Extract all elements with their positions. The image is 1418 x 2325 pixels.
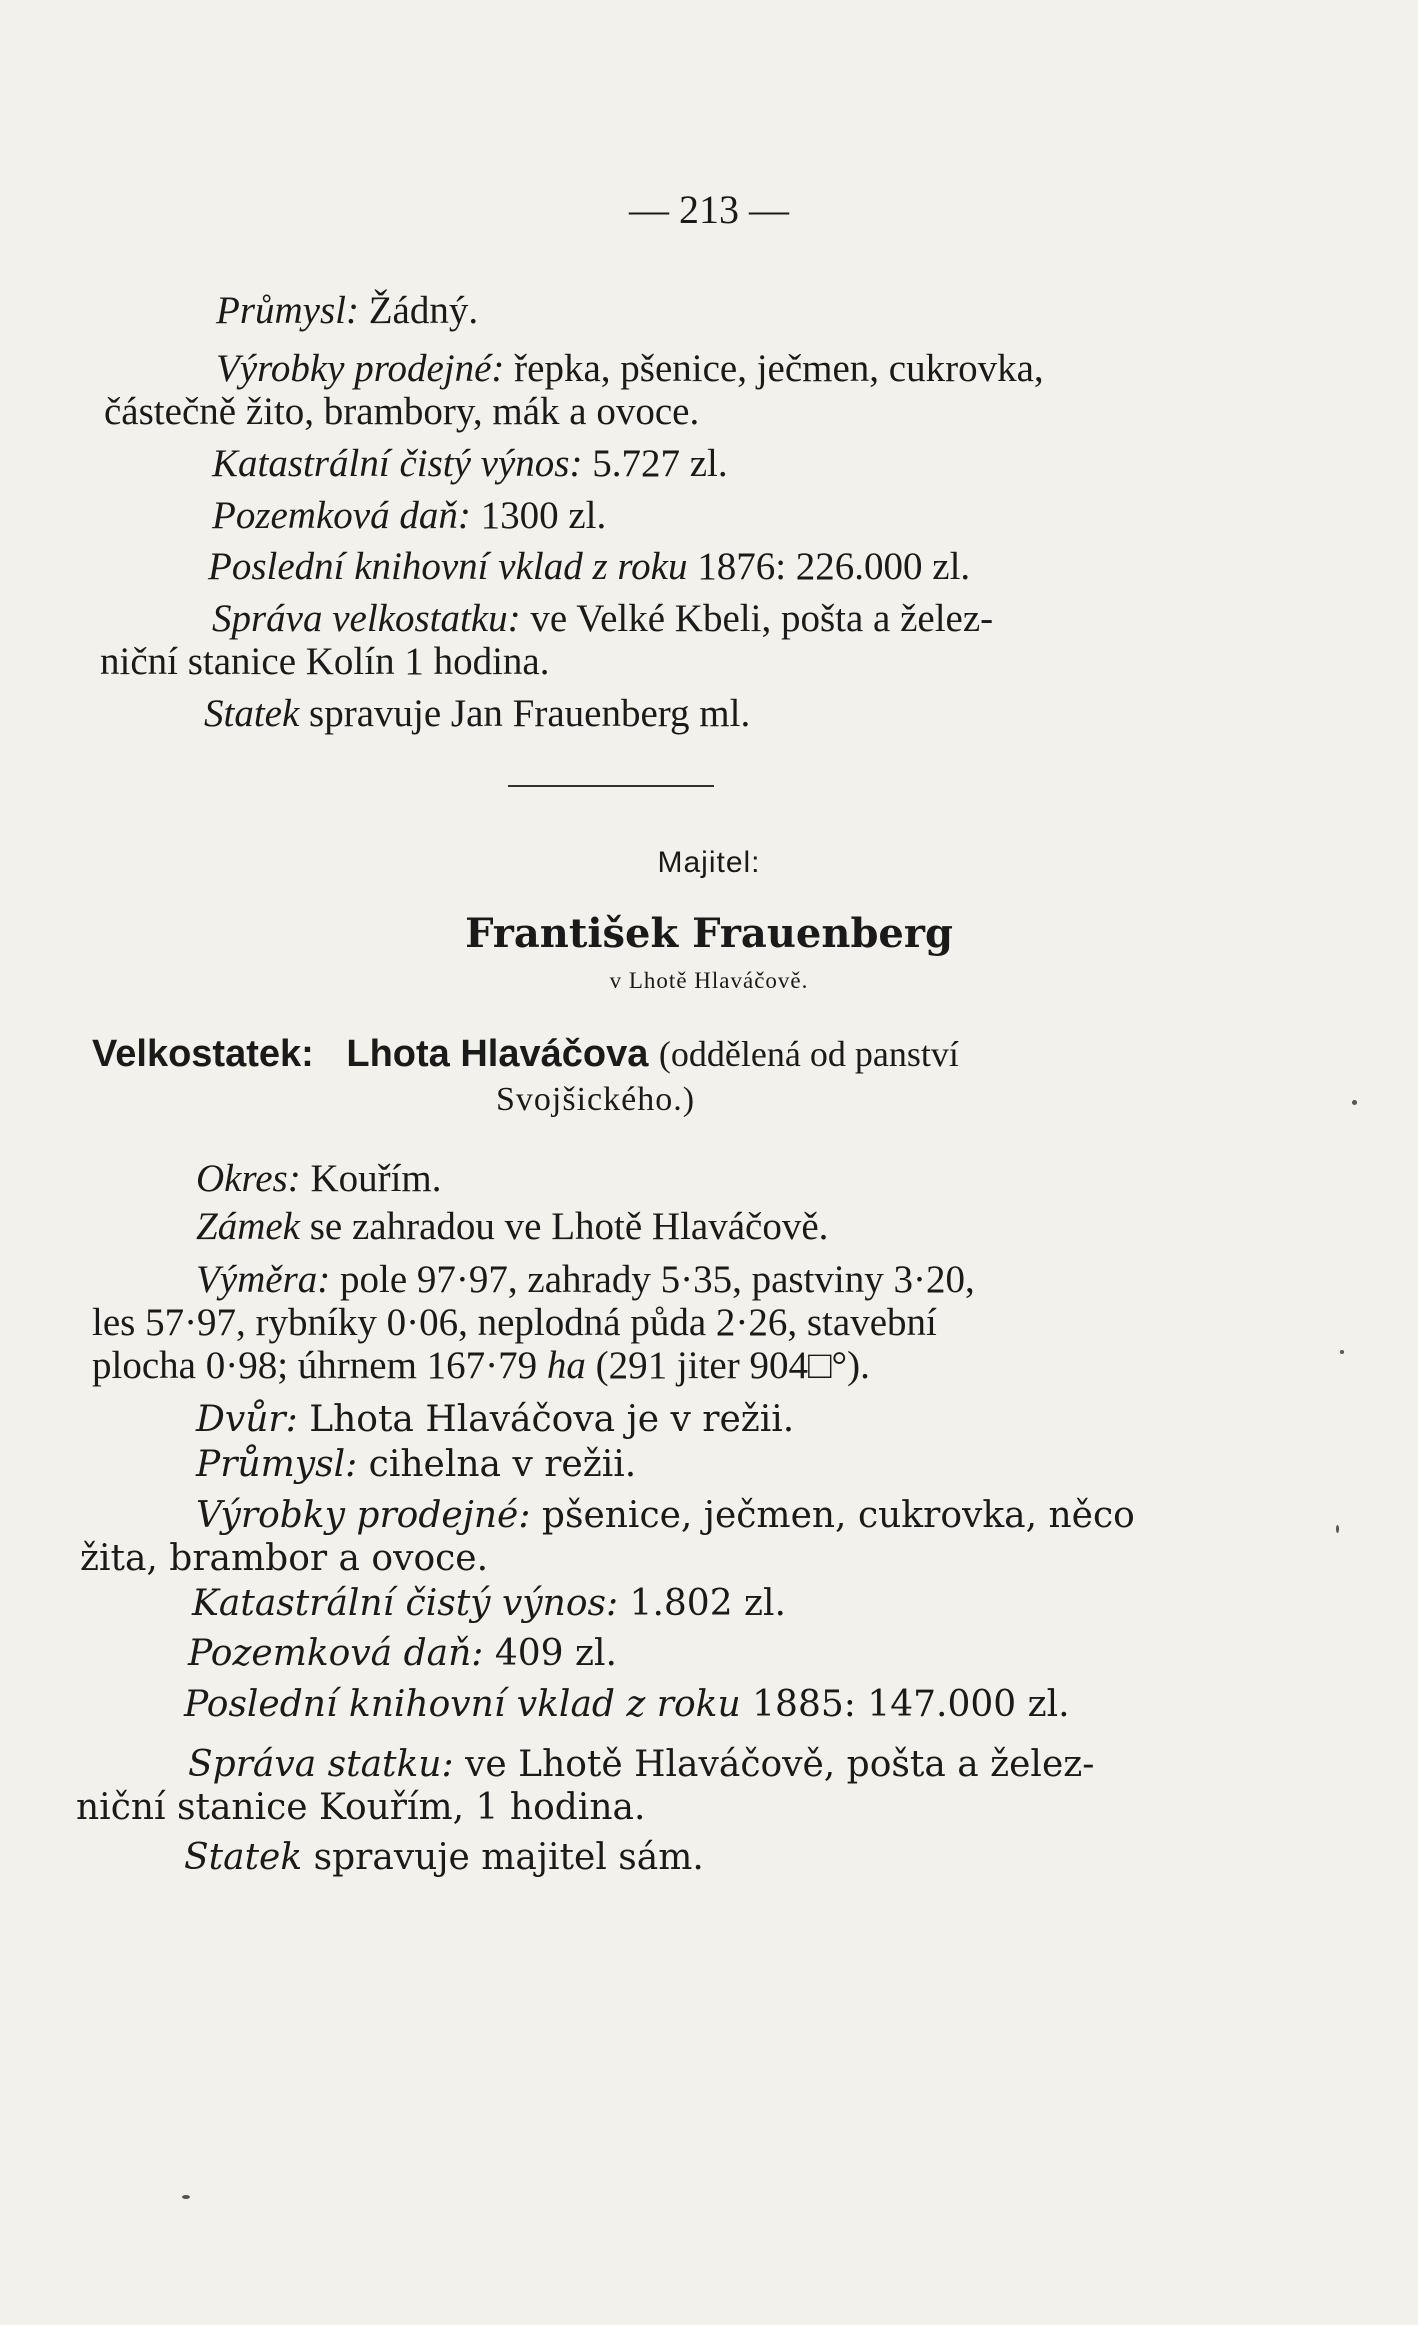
vklad-line [208, 543, 970, 591]
vymera-unit: ha [546, 1344, 586, 1387]
vyrobky2-label: Výrobky prodejné: [196, 1495, 531, 1536]
vklad-value: 1876: 226.000 zl. [697, 545, 971, 588]
statek2-line [184, 1834, 704, 1882]
vymera-line-1 [196, 1256, 975, 1304]
scan-speck [1352, 1100, 1357, 1105]
katastr-value: 5.727 zl. [592, 442, 728, 485]
dvur-label: Dvůr: [196, 1399, 298, 1440]
vymera-line-2: les 57·97, rybníky 0·06, neplodná půda 2·26, stavební [92, 1301, 937, 1344]
katastr2-line [192, 1580, 786, 1628]
statek2-label: Statek [184, 1837, 303, 1878]
dvur-line [196, 1396, 794, 1444]
scan-speck [1336, 1525, 1339, 1533]
vklad2-label: Poslední knihovní vklad z roku [184, 1684, 741, 1725]
dan2-line [188, 1630, 617, 1678]
dan-label: Pozemková daň: [212, 494, 471, 537]
dan-value: 1300 zl. [480, 494, 607, 537]
dan2-label: Pozemková daň: [188, 1633, 484, 1674]
vklad2-line [184, 1681, 1070, 1729]
sprava2-line-1 [188, 1741, 1094, 1789]
katastr-label: Katastrální čistý výnos: [212, 442, 583, 485]
sprava2-line-2: niční stanice Kouřím, 1 hodina. [76, 1787, 646, 1828]
vyrobky2-line-2: žita, brambor a ovoce. [80, 1538, 489, 1579]
estate-heading-note-2: Svojšického.) [496, 1081, 696, 1118]
vymera-value-1: pole 97·97, zahrady 5·35, pastviny 3·20, [340, 1258, 975, 1301]
sprava-line-1 [212, 595, 993, 643]
dan2-value: 409 zl. [494, 1633, 617, 1674]
dan-line [212, 492, 606, 540]
statek2-value: spravuje majitel sám. [313, 1837, 704, 1878]
vymera-line-3 [92, 1342, 870, 1390]
vyrobky2-line-1 [196, 1492, 1135, 1540]
prumysl2-line [196, 1441, 636, 1489]
statek-line [204, 690, 750, 738]
okres-value: Kouřím. [310, 1157, 442, 1200]
owner-place: v Lhotě Hlaváčově. [609, 968, 809, 993]
vklad-label: Poslední knihovní vklad z roku [208, 545, 688, 588]
scan-speck [182, 2195, 190, 2199]
vklad2-value: 1885: 147.000 zl. [752, 1684, 1070, 1725]
vymera-value-3a: plocha 0·98; úhrnem 167·79 [92, 1344, 538, 1387]
sprava-value-1: ve Velké Kbeli, pošta a želez- [530, 597, 994, 640]
statek-value: spravuje Jan Frauenberg ml. [309, 692, 751, 735]
zamek-value: se zahradou ve Lhotě Hlaváčově. [309, 1205, 829, 1248]
page-number: — 213 — [629, 187, 789, 232]
prumysl-line [216, 287, 478, 335]
sprava2-value-1: ve Lhotě Hlaváčově, pošta a želez- [465, 1744, 1095, 1785]
okres-label: Okres: [196, 1157, 301, 1200]
zamek-line [196, 1203, 828, 1251]
prumysl-value: Žádný. [368, 289, 479, 332]
vymera-label: Výměra: [196, 1258, 331, 1301]
okres-line [196, 1155, 442, 1203]
sprava-label: Správa velkostatku: [212, 597, 521, 640]
vyrobky-line-2: částečně žito, brambory, mák a ovoce. [104, 390, 700, 433]
dvur-value: Lhota Hlaváčova je v režii. [309, 1399, 795, 1440]
estate-heading-name: Lhota Hlaváčova [346, 1033, 649, 1075]
vyrobky2-value-1: pšenice, ječmen, cukrovka, něco [541, 1495, 1135, 1536]
prumysl2-value: cihelna v režii. [368, 1444, 637, 1485]
zamek-label: Zámek [196, 1205, 300, 1248]
prumysl-label: Průmysl: [216, 289, 359, 332]
katastr-line [212, 440, 728, 488]
owner-label: Majitel: [657, 846, 761, 879]
sprava2-label: Správa statku: [188, 1744, 454, 1785]
scan-speck [1340, 1350, 1344, 1354]
prumysl2-label: Průmysl: [196, 1444, 358, 1485]
owner-name: František Frauenberg [465, 910, 953, 957]
statek-label: Statek [204, 692, 300, 735]
estate-heading-note: (oddělená od panství [658, 1034, 959, 1074]
vyrobky-value-1: řepka, pšenice, ječmen, cukrovka, [514, 347, 1044, 390]
estate-heading [92, 1030, 959, 1078]
vyrobky-label: Výrobky prodejné: [216, 347, 505, 390]
katastr2-value: 1.802 zl. [629, 1583, 786, 1624]
sprava-line-2: niční stanice Kolín 1 hodina. [100, 640, 550, 683]
estate-heading-label: Velkostatek: [92, 1033, 314, 1075]
vymera-value-3c: (291 jiter 904□°). [595, 1344, 870, 1387]
katastr2-label: Katastrální čistý výnos: [192, 1583, 619, 1624]
section-divider [508, 785, 714, 787]
vyrobky-line-1 [216, 345, 1044, 393]
